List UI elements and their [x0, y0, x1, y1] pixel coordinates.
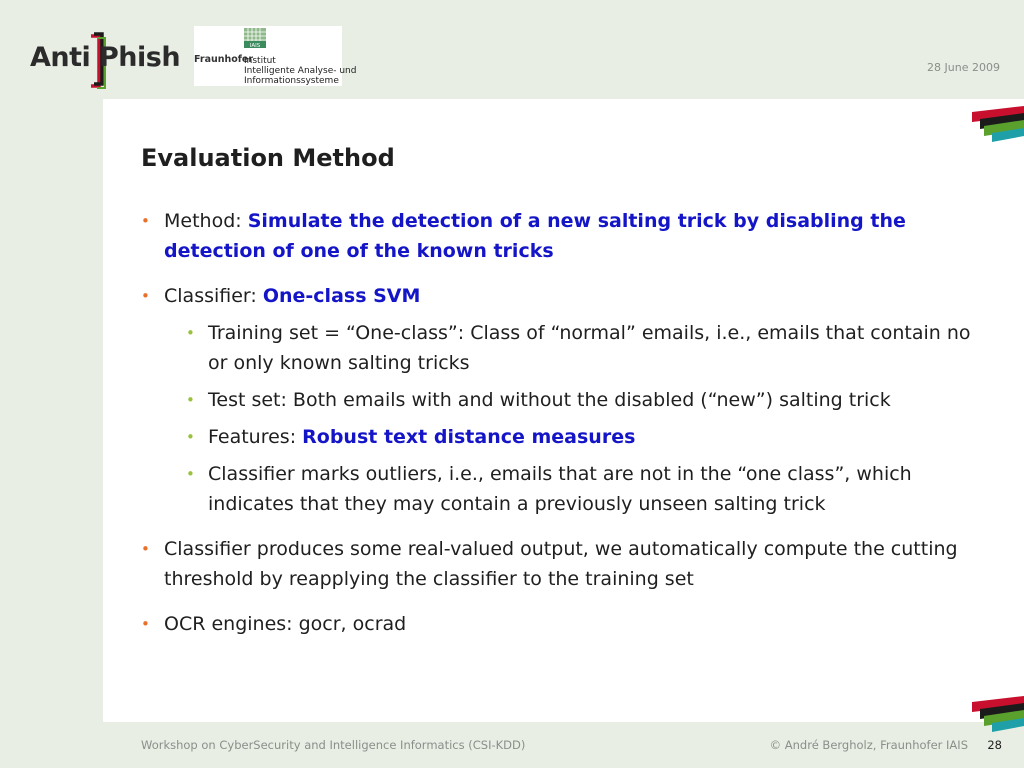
decorative-stripes-icon — [966, 688, 1024, 734]
fraunhofer-line: Intelligente Analyse- und — [244, 66, 357, 76]
page-number: 28 — [987, 738, 1002, 752]
sub-bullet-item — [141, 459, 991, 519]
bullet-highlight: Simulate the detection of a new salting trick by disabling the detection of one of the known tricks — [164, 210, 906, 262]
bullet-text: Test set: Both emails with and without the disabled (“new”) salting trick — [208, 389, 891, 411]
bullet-item — [141, 534, 991, 594]
bullet-dot-icon: • — [141, 287, 150, 305]
bullet-list — [141, 206, 991, 639]
footer-copyright: © André Bergholz, Fraunhofer IAIS — [769, 738, 968, 752]
bullet-text: OCR engines: gocr, ocrad — [164, 613, 407, 635]
bullet-dot-icon: • — [141, 540, 150, 558]
logo-word-anti: Anti — [30, 42, 91, 73]
sub-bullet-item — [141, 318, 991, 378]
bullet-dot-icon: • — [186, 465, 195, 483]
fraunhofer-grid-icon — [244, 28, 266, 48]
bullet-text: Classifier marks outliers, i.e., emails that are not in the “one class”, which indicates that they may contain a previously unseen salting trick — [208, 463, 912, 515]
logo-word-phish: Phish — [99, 42, 181, 73]
decorative-stripes-icon — [966, 98, 1024, 144]
bullet-dot-icon: • — [186, 324, 195, 342]
fraunhofer-institute — [244, 56, 356, 86]
bullet-item — [141, 609, 991, 639]
footer-workshop: Workshop on CyberSecurity and Intelligence Informatics (CSI-KDD) — [141, 738, 526, 752]
bullet-label: Features: — [208, 426, 303, 448]
bullet-label: Method: — [164, 210, 248, 232]
bullet-dot-icon: • — [186, 428, 195, 446]
sub-bullet-item — [141, 422, 991, 452]
fraunhofer-line: Informationssysteme — [244, 76, 339, 86]
header — [0, 0, 1024, 100]
bullet-label: Classifier: — [164, 285, 263, 307]
bullet-item — [141, 281, 991, 311]
bullet-highlight: One-class SVM — [262, 285, 421, 307]
slide-title: Evaluation Method — [141, 144, 395, 172]
sub-bullet-item — [141, 385, 991, 415]
bullet-dot-icon: • — [186, 391, 195, 409]
bullet-item — [141, 206, 991, 266]
fraunhofer-logo — [194, 26, 357, 86]
bullet-highlight: Robust text distance measures — [302, 426, 636, 448]
slide-date: 28 June 2009 — [927, 61, 1000, 74]
bullet-dot-icon: • — [141, 212, 150, 230]
bullet-text: Classifier produces some real-valued output, we automatically compute the cutting threshold by reapplying the classifier to the training set — [164, 538, 958, 590]
bullet-text: Training set = “One-class”: Class of “normal” emails, i.e., emails that contain no or only known salting tricks — [208, 322, 971, 374]
bullet-dot-icon: • — [141, 615, 150, 633]
fraunhofer-name: Fraunhofer — [194, 54, 254, 65]
svg-text:IAIS: IAIS — [249, 43, 261, 48]
fraunhofer-line: Institut — [244, 56, 276, 66]
